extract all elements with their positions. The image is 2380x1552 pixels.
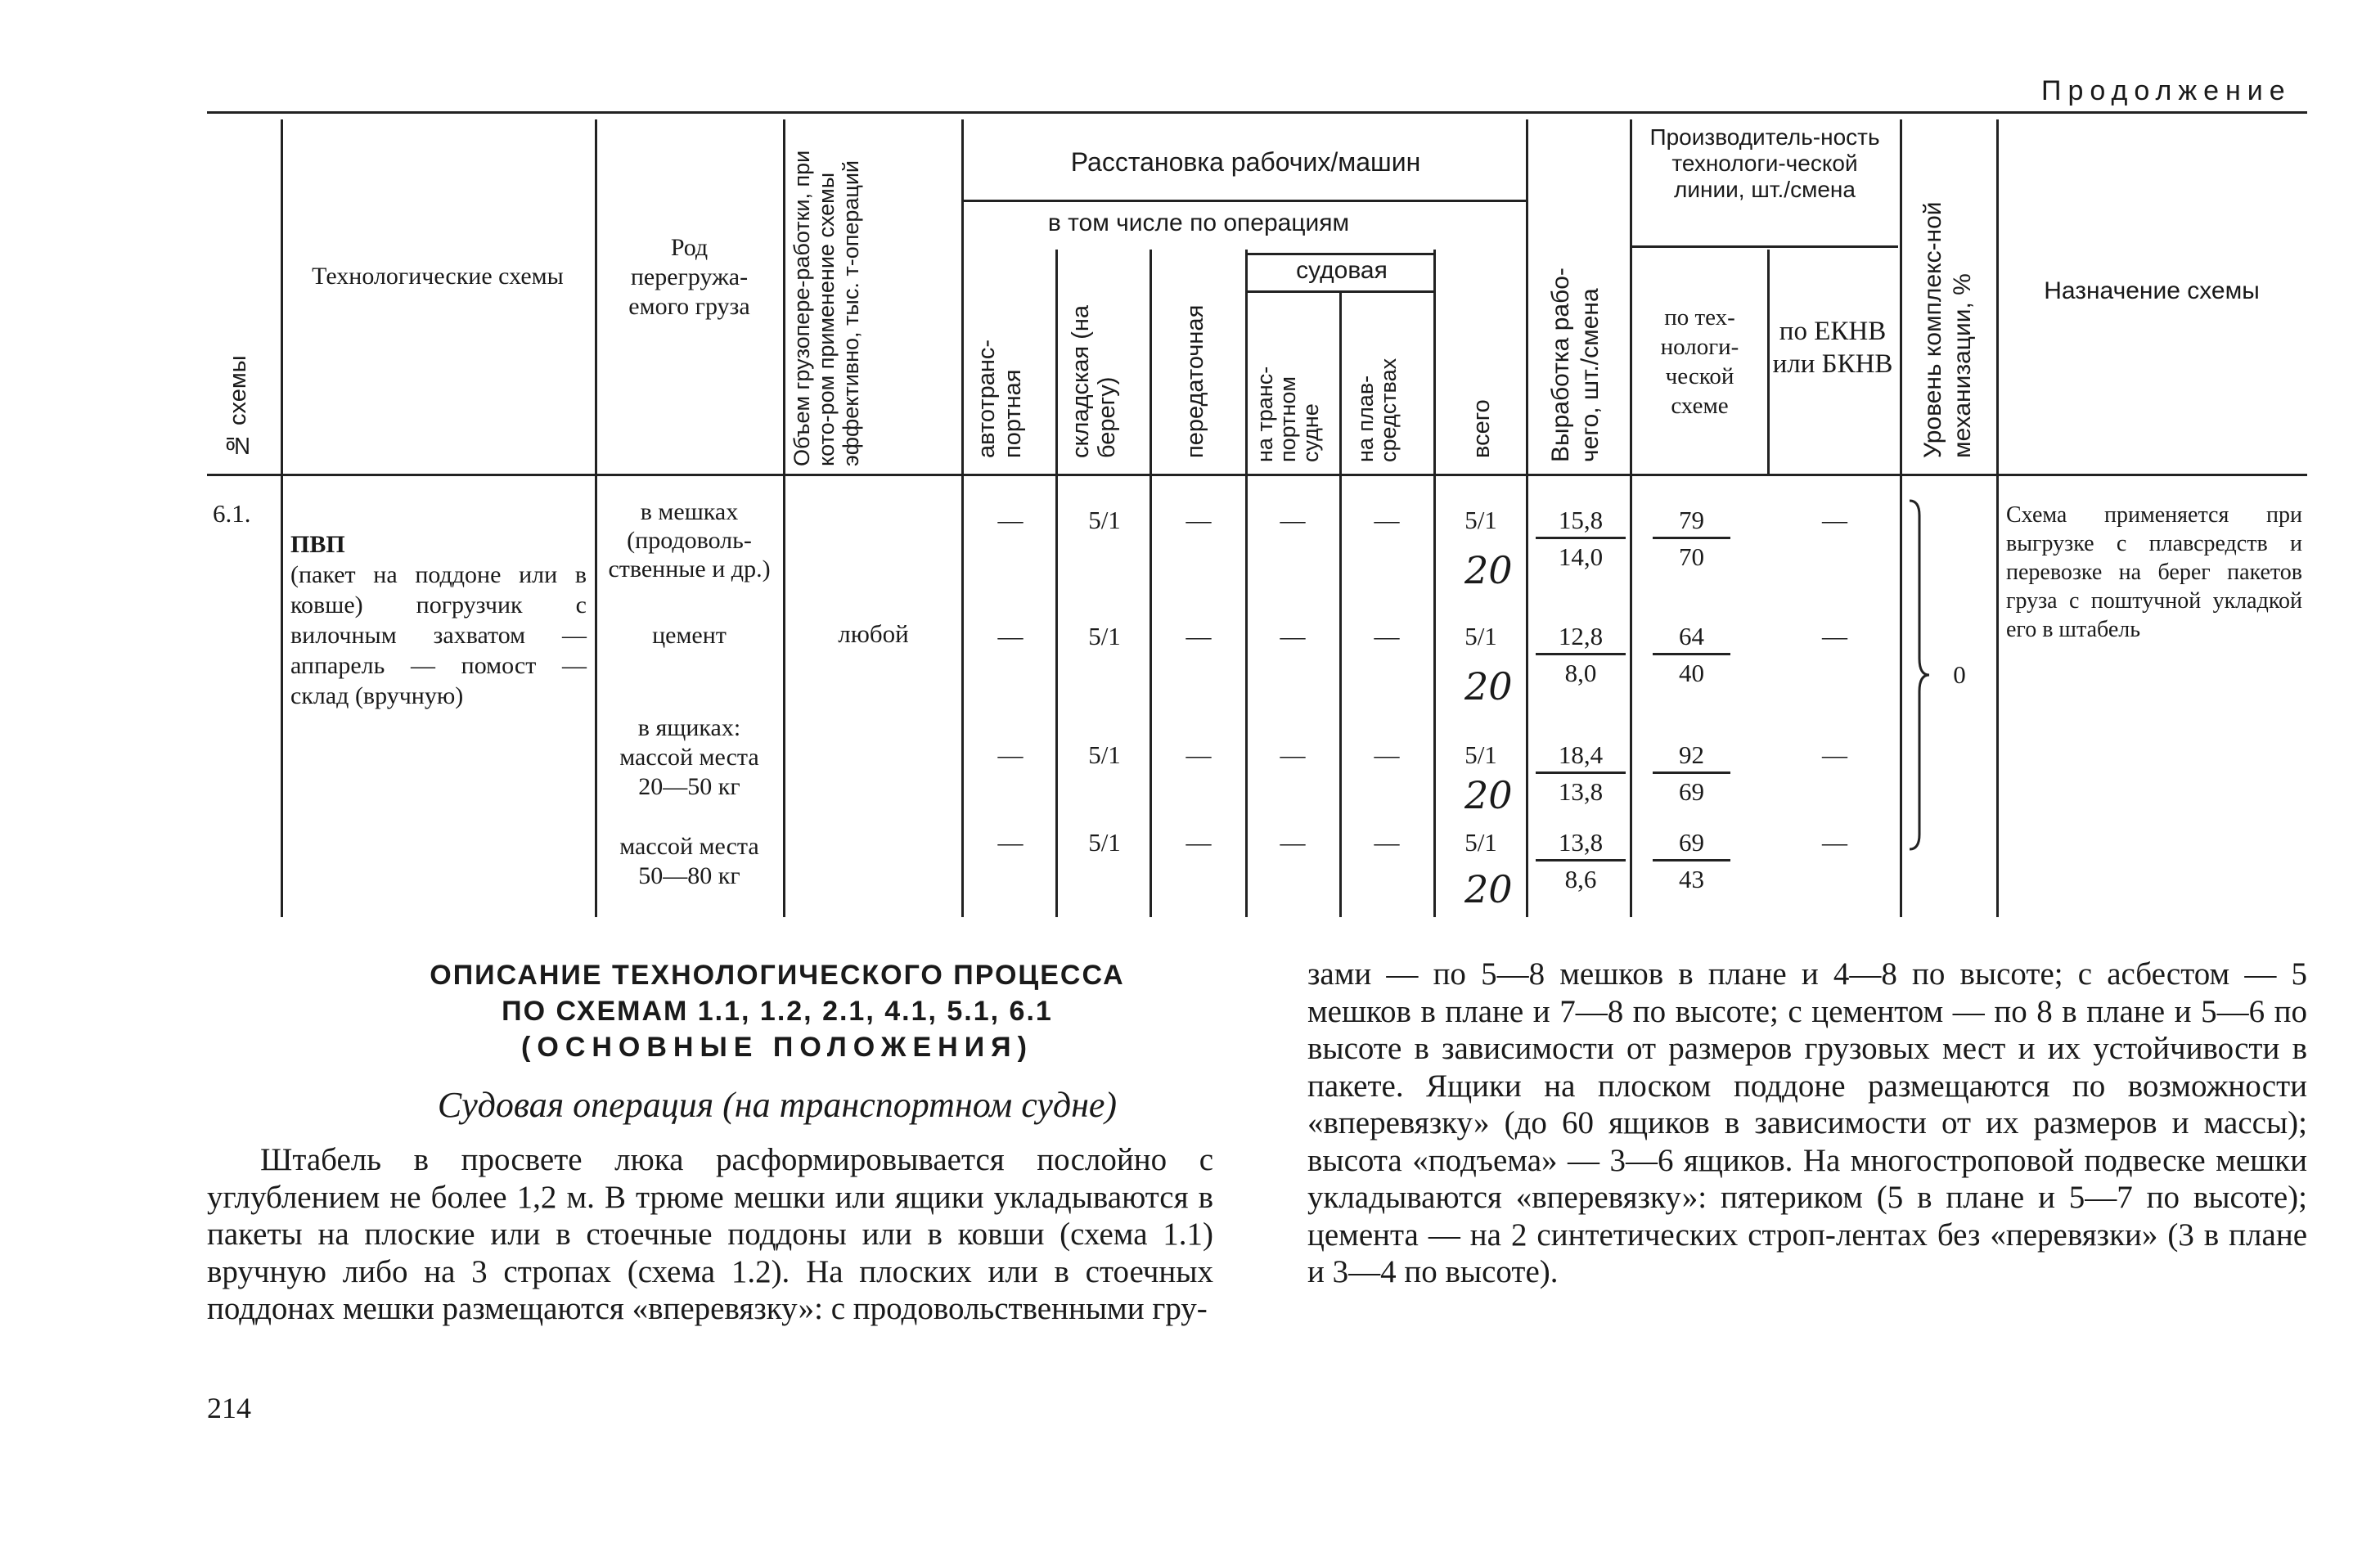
purpose-text: Схема применяется при выгрузке с плавсредств и перевозке на берег пакетов груза с поштучной укладкой его в штабель (2006, 502, 2302, 642)
warehouse-3: 5/1 (1088, 740, 1121, 769)
section-heading-line3: (ОСНОВНЫЕ ПОЛОЖЕНИЯ) (521, 1032, 1033, 1063)
header-transfer: передаточная (1182, 304, 1208, 458)
transfer-1: — (1186, 506, 1212, 534)
productivity-3 (1653, 740, 1730, 807)
output-3-den: 13,8 (1558, 777, 1604, 806)
cargo-type-3: в ящиках: массой места 20—50 кг (619, 714, 759, 800)
header-scheme-no: № схемы (225, 355, 251, 458)
continued-label: Продолжение (2041, 75, 2292, 106)
output-1-den: 14,0 (1558, 542, 1604, 571)
on-floating-3: — (1374, 740, 1400, 769)
output-2 (1536, 622, 1626, 688)
page-number: 214 (207, 1392, 251, 1424)
output-4-den: 8,6 (1564, 865, 1597, 893)
output-3 (1536, 740, 1626, 807)
header-warehouse: складская (на берегу) (1068, 305, 1120, 458)
auto-2: — (997, 622, 1024, 650)
header-by-operations: в том числе по операциям (1047, 209, 1350, 236)
total-4: 5/1 (1464, 828, 1497, 857)
productivity-4-den: 43 (1679, 865, 1704, 893)
mechanization-level: 0 (1953, 660, 1966, 689)
header-volume: Объем грузопере-работки, при кото-ром применение схемы эффективно, тыс. т-операций (790, 150, 863, 466)
header-output: Выработка рабо-чего, шт./смена (1547, 268, 1604, 462)
productivity-3-num: 92 (1653, 740, 1730, 774)
transfer-3: — (1186, 740, 1212, 769)
transfer-4: — (1186, 828, 1212, 857)
handwritten-note-2: 20 (1464, 664, 1513, 709)
output-4-num: 13,8 (1536, 828, 1626, 861)
total-2: 5/1 (1464, 622, 1497, 650)
transfer-2: — (1186, 622, 1212, 650)
productivity-2-den: 40 (1679, 659, 1704, 687)
warehouse-2: 5/1 (1088, 622, 1121, 650)
on-floating-4: — (1374, 828, 1400, 857)
ekniv-2: — (1822, 622, 1847, 650)
section-subheading: Судовая операция (на транспортном судне) (437, 1085, 1118, 1125)
handwritten-note-4: 20 (1464, 867, 1513, 911)
handwritten-note-1: 20 (1464, 548, 1513, 592)
productivity-4-num: 69 (1653, 828, 1730, 861)
section-heading-line1: ОПИСАНИЕ ТЕХНОЛОГИЧЕСКОГО ПРОЦЕССА (430, 960, 1125, 991)
total-3: 5/1 (1464, 740, 1497, 769)
output-1 (1536, 506, 1626, 572)
on-transport-1: — (1280, 506, 1306, 534)
on-transport-2: — (1280, 622, 1306, 650)
on-transport-3: — (1280, 740, 1306, 769)
handwritten-note-3: 20 (1464, 773, 1513, 817)
output-1-num: 15,8 (1536, 506, 1626, 539)
total-1: 5/1 (1464, 506, 1497, 534)
productivity-1 (1653, 506, 1730, 572)
productivity-3-den: 69 (1679, 777, 1704, 806)
ekniv-1: — (1822, 506, 1847, 534)
warehouse-4: 5/1 (1088, 828, 1121, 857)
output-3-num: 18,4 (1536, 740, 1626, 774)
productivity-1-num: 79 (1653, 506, 1730, 539)
header-mechanization: Уровень комплекс-ной механизации, % (1919, 201, 1976, 458)
row-scheme-description (290, 499, 587, 711)
on-floating-2: — (1374, 622, 1400, 650)
ekniv-3: — (1822, 740, 1847, 769)
ekniv-4: — (1822, 828, 1847, 857)
paragraph-left: Штабель в просвете люка расформировывается послойно с углублением не более 1,2 м. В трюме мешки или ящики укладываются в пакеты на плоские или в стоечные поддоны или в ковши (схема 1.1) вручную либо на 3 стропах (схема 1.2). На плоских или в стоечных поддонах мешки размещаются «вперевязку»: с продовольственными гру- (207, 1142, 1213, 1326)
header-purpose: Назначение схемы (2044, 277, 2260, 304)
row-number: 6.1. (213, 499, 251, 528)
auto-4: — (997, 828, 1024, 857)
volume-value: любой (838, 619, 909, 648)
header-productivity: Производитель-ность технологи-ческой линии, шт./смена (1649, 124, 1880, 202)
header-on-floating: на плав-средствах (1353, 358, 1401, 462)
header-by-tech-scheme: по тех-нологи-ческой схеме (1660, 304, 1739, 419)
warehouse-1: 5/1 (1088, 506, 1121, 534)
header-ship: судовая (1296, 257, 1388, 284)
auto-1: — (997, 506, 1024, 534)
header-cargo-type: Род перегружа-емого груза (628, 234, 750, 320)
header-by-ekniv: по ЕКНВ или БКНВ (1772, 317, 1893, 379)
row-scheme-bold: ПВП (290, 531, 345, 558)
productivity-2-num: 64 (1653, 622, 1730, 655)
header-placement: Расстановка рабочих/машин (1070, 147, 1421, 177)
header-tech-schemes: Технологические схемы (312, 263, 564, 290)
paragraph-right: зами — по 5—8 мешков в плане и 4—8 по высоте; с асбестом — 5 мешков в плане и 7—8 по высоте; с цементом — по 8 в плане и 5—6 по высоте в зависимости от размеров грузовых мест и их устойчивости в пакете. Ящики на плоском поддоне размещаются по возможности «вперевязку» (до 60 ящиков в зависимости от их размеров и массы); высота «подъема» — 3—6 ящиков. На многостроповой подвеске мешки укладываются «вперевязку»: пятериком (5 в плане и 5—7 по высоте); цемента — на 2 синтетических строп-лентах без «перевязки» (3 в плане и 3—4 по высоте). (1307, 956, 2307, 1289)
productivity-1-den: 70 (1679, 542, 1704, 571)
cargo-type-4: массой места 50—80 кг (619, 833, 759, 889)
productivity-2 (1653, 622, 1730, 688)
output-2-den: 8,0 (1564, 659, 1597, 687)
cargo-type-1: в мешках (продоволь-ственные и др.) (608, 498, 771, 583)
output-2-num: 12,8 (1536, 622, 1626, 655)
section-heading-line2: ПО СХЕМАМ 1.1, 1.2, 2.1, 4.1, 5.1, 6.1 (502, 996, 1053, 1027)
row-scheme-rest: (пакет на поддоне или в ковше) погрузчик с вилочным захватом — аппарель — помост — склад (вручную) (290, 561, 587, 709)
on-transport-4: — (1280, 828, 1306, 857)
auto-3: — (997, 740, 1024, 769)
cargo-type-2: цемент (652, 622, 727, 649)
header-total: всего (1469, 399, 1495, 458)
header-auto-transport: автотранс-портная (974, 339, 1026, 458)
productivity-4 (1653, 828, 1730, 894)
curly-brace-icon (1906, 499, 1931, 851)
output-4 (1536, 828, 1626, 894)
header-on-transport-ship: на транс-портном судне (1253, 366, 1323, 462)
on-floating-1: — (1374, 506, 1400, 534)
